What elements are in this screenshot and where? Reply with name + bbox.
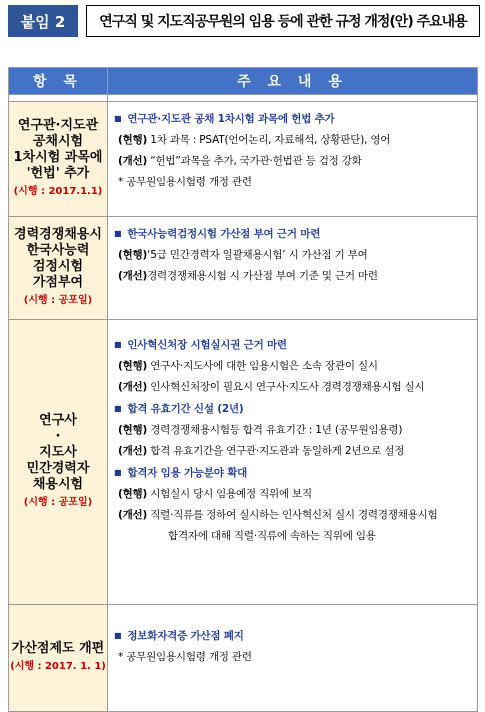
row-content-cell xyxy=(108,320,478,605)
current-line: (현행)‘5급 민간경력자 일괄채용시험’ 시 가산점 기 부여 xyxy=(118,249,368,261)
blue-square-bullet-icon: ■ xyxy=(114,404,122,413)
table-row xyxy=(9,217,478,320)
row-label: 경력경쟁채용시 한국사능력 검정시험 가점부여 xyxy=(14,227,102,290)
improved-line: (개선) “헌법”과목을 추가, 국가관·헌법관 등 검정 강화 xyxy=(118,155,362,167)
section-title: ■ 정보화자격증 가산점 폐지 xyxy=(114,630,244,642)
table-row xyxy=(9,102,478,217)
section-title: ■ 합격 유효기간 신설 (2년) xyxy=(114,403,244,415)
current-line: (현행) 시험실시 당시 임용예정 직위에 보직 xyxy=(118,488,312,500)
footnote: * 공무원임용시험령 개정 관련 xyxy=(118,651,252,663)
table-header-row xyxy=(9,68,478,95)
improved-line: (개선) 직렬·직류를 정하여 실시하는 인사혁신처 실시 경력경쟁채용시험 xyxy=(118,509,438,521)
row-label-cell xyxy=(9,605,108,712)
blue-square-bullet-icon: ■ xyxy=(114,631,122,640)
blue-square-bullet-icon: ■ xyxy=(114,229,122,238)
section-title: ■ 연구관·지도관 공채 1차시험 과목에 헌법 추가 xyxy=(114,113,335,125)
document-header xyxy=(8,5,478,37)
current-line: (현행) 1차 과목 : PSAT(언어논리, 자료해석, 상황판단), 영어 xyxy=(118,134,391,146)
table-row xyxy=(9,605,478,712)
column-header-content: 주 요 내 용 xyxy=(108,68,478,95)
table-row xyxy=(9,320,478,605)
document-title: 연구직 및 지도직공무원의 임용 등에 관한 규정 개정(안) 주요내용 xyxy=(86,5,480,37)
blue-square-bullet-icon: ■ xyxy=(114,114,122,123)
row-content-cell xyxy=(108,102,478,217)
section-title: ■ 인사혁신처장 시험실시권 근거 마련 xyxy=(114,339,287,351)
improved-line: (개선)경력경쟁채용시험 시 가산점 부여 기준 및 근거 마련 xyxy=(118,270,378,282)
summary-table xyxy=(8,67,478,712)
blue-square-bullet-icon: ■ xyxy=(114,468,122,477)
current-line: (현행) 경력경쟁채용시험등 합격 유효기간 : 1년 (공무원임용령) xyxy=(118,424,403,436)
continuation-line: 합격자에 대해 직렬·직류에 속하는 직위에 임용 xyxy=(168,530,376,542)
section-title: ■ 합격자 임용 가능분야 확대 xyxy=(114,467,248,479)
row-label-cell xyxy=(9,102,108,217)
row-label-cell xyxy=(9,217,108,320)
improved-line: (개선) 합격 유효기간을 연구관·지도관과 동일하게 2년으로 설정 xyxy=(118,445,405,457)
blue-square-bullet-icon: ■ xyxy=(114,340,122,349)
row-label: 가산점제도 개편 xyxy=(11,641,105,656)
row-content-cell xyxy=(108,217,478,320)
attachment-tag: 붙임 2 xyxy=(8,5,78,37)
current-line: (현행) 연구사·지도사에 대한 임용시험은 소속 장관이 실시 xyxy=(118,360,378,372)
effective-date: (시행 : 공포일) xyxy=(23,497,93,508)
row-label: 연구사 · 지도사 민간경력자 채용시험 xyxy=(26,413,90,492)
footnote: * 공무원임용시험령 개정 관련 xyxy=(118,176,252,188)
improved-line: (개선) 인사혁신처장이 필요시 연구사·지도사 경력경쟁채용시험 실시 xyxy=(118,381,425,393)
effective-date: (시행 : 2017. 1. 1) xyxy=(10,661,106,672)
column-header-item: 항 목 xyxy=(9,68,108,95)
spacer-row xyxy=(9,95,478,102)
effective-date: (시행 : 2017.1.1) xyxy=(13,186,103,197)
section-title: ■ 한국사능력검정시험 가산점 부여 근거 마련 xyxy=(114,228,321,240)
effective-date: (시행 : 공포일) xyxy=(23,295,93,306)
row-label-cell xyxy=(9,320,108,605)
row-content-cell xyxy=(108,605,478,712)
row-label: 연구관·지도관 공채시험 1차시험 과목에 '헌법' 추가 xyxy=(13,118,103,181)
